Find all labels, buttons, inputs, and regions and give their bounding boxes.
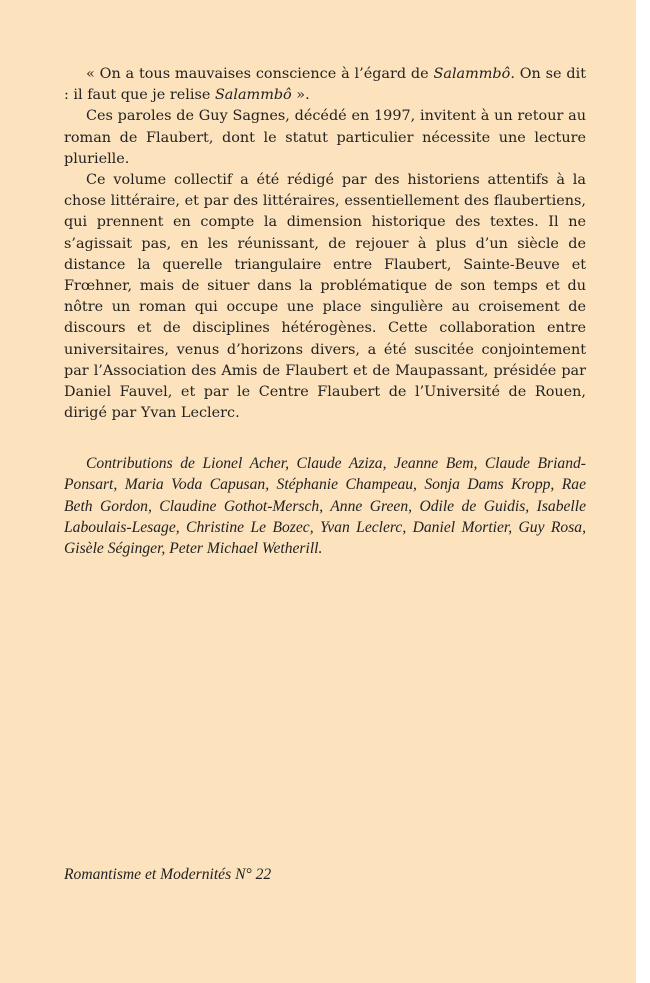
blurb-text xyxy=(64,64,586,424)
contributors-list: Contributions de Lionel Acher, Claude Aziza, Jeanne Bem, Claude Briand-Ponsart, Maria Voda Capusan, Stéphanie Champeau, Sonja Dams Kropp, Rae Beth Gordon, Claudine Gothot-Mersch, Anne Green, Odile de Guidis, Isabelle Laboulais-Lesage, Christine Le Bozec, Yvan Leclerc, Daniel Mortier, Guy Rosa, Gisèle Séginger, Peter Michael Wetherill. xyxy=(64,455,586,558)
series-title: Romantisme et Modernités N° 22 xyxy=(64,866,272,883)
quote-text-start: « On a tous mauvaises conscience à l’égard de xyxy=(86,66,434,82)
book-title: Salammbô xyxy=(433,66,511,82)
description-paragraph: Ce volume collectif a été rédigé par des historiens attentifs à la chose littéraire, et par des littéraires, essentiellement des flaubertiens, qui prennent en compte la dimension historique des textes. Il ne s’agissait pas, en les réunissant, de rejouer à plus d’un siècle de distance la querelle triangulaire entre Flaubert, Sainte-Beuve et Frœhner, mais de situer dans la problématique de son temps et du nôtre un roman qui occupe une place singulière au croisement de discours et de disciplines hétérogènes. Cette collaboration entre universitaires, venus d’horizons divers, a été suscitée conjointement par l’Association des Amis de Flaubert et de Maupassant, présidée par Daniel Fauvel, et par le Centre Flaubert de l’Université de Rouen, dirigé par Yvan Leclerc. xyxy=(64,172,586,422)
quote-paragraph xyxy=(64,64,586,106)
quote-text-middle: . On se dit : il faut que je relise xyxy=(64,66,586,104)
intro-paragraph: Ces paroles de Guy Sagnes, décédé en 1997, invitent à un retour au roman de Flaubert, dont le statut particulier nécessite une lecture plurielle. xyxy=(64,108,586,167)
book-title: Salammbô xyxy=(214,87,292,104)
quote-text-end: ». xyxy=(291,87,310,104)
